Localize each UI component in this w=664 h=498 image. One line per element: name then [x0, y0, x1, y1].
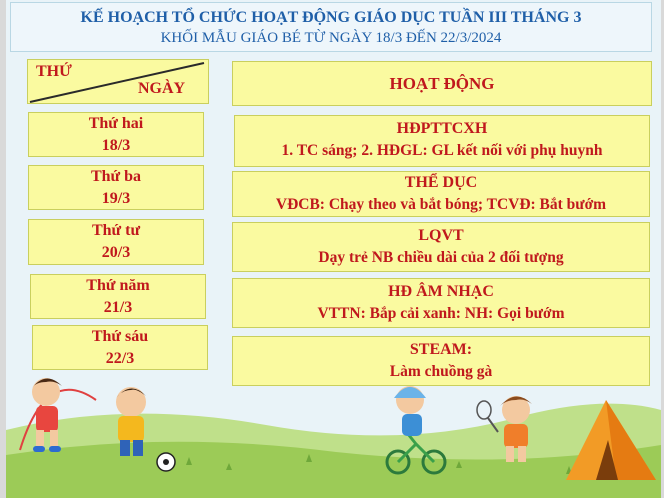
day-date: 19/3	[101, 190, 131, 207]
activity-box-wednesday	[232, 222, 650, 272]
day-date: 20/3	[101, 244, 131, 261]
day-name: Thứ ba	[90, 168, 142, 185]
slide	[6, 0, 661, 498]
activity-title: THỂ DỤC	[404, 174, 478, 191]
playground-scene	[6, 370, 661, 498]
day-box-friday	[32, 325, 208, 370]
day-box-monday	[28, 112, 204, 157]
day-date: 22/3	[105, 350, 135, 367]
day-box-thursday	[30, 274, 206, 319]
header-thu: THỨ	[36, 63, 72, 80]
header-day-date	[27, 59, 209, 104]
activity-description: Làm chuồng gà	[389, 363, 493, 380]
activity-description: Dạy trẻ NB chiều dài của 2 đối tượng	[318, 249, 564, 266]
day-box-tuesday	[28, 165, 204, 210]
activity-title: HĐPTTCXH	[396, 120, 488, 137]
plan-title: KẾ HOẠCH TỔ CHỨC HOẠT ĐỘNG GIÁO DỤC TUẦN III THÁNG 3	[80, 9, 582, 26]
title-banner	[10, 2, 652, 52]
activity-box-thursday	[232, 278, 650, 328]
day-date: 21/3	[103, 299, 133, 316]
activity-description: 1. TC sáng; 2. HĐGL: GL kết nối với phụ huynh	[281, 142, 603, 159]
activity-description: VTTN: Bắp cải xanh: NH: Gọi bướm	[317, 305, 565, 322]
activity-title: STEAM:	[409, 341, 473, 358]
activity-title: LQVT	[418, 227, 464, 244]
day-name: Thứ sáu	[91, 328, 149, 345]
day-name: Thứ hai	[88, 115, 144, 132]
header-ngay: NGÀY	[138, 80, 186, 97]
day-name: Thứ năm	[86, 277, 150, 294]
activity-box-tuesday	[232, 171, 650, 217]
plan-subtitle: KHỐI MẪU GIÁO BÉ TỪ NGÀY 18/3 ĐẾN 22/3/2024	[160, 30, 502, 46]
day-box-wednesday	[28, 219, 204, 265]
header-activity	[232, 61, 652, 106]
header-hoat-dong: HOẠT ĐỘNG	[389, 74, 495, 93]
day-date: 18/3	[101, 137, 131, 154]
day-name: Thứ tư	[91, 222, 141, 239]
activity-box-monday	[234, 115, 650, 167]
activity-description: VĐCB: Chạy theo và bắt bóng; TCVĐ: Bắt bướm	[275, 196, 607, 213]
activity-title: HĐ ÂM NHẠC	[388, 283, 494, 300]
